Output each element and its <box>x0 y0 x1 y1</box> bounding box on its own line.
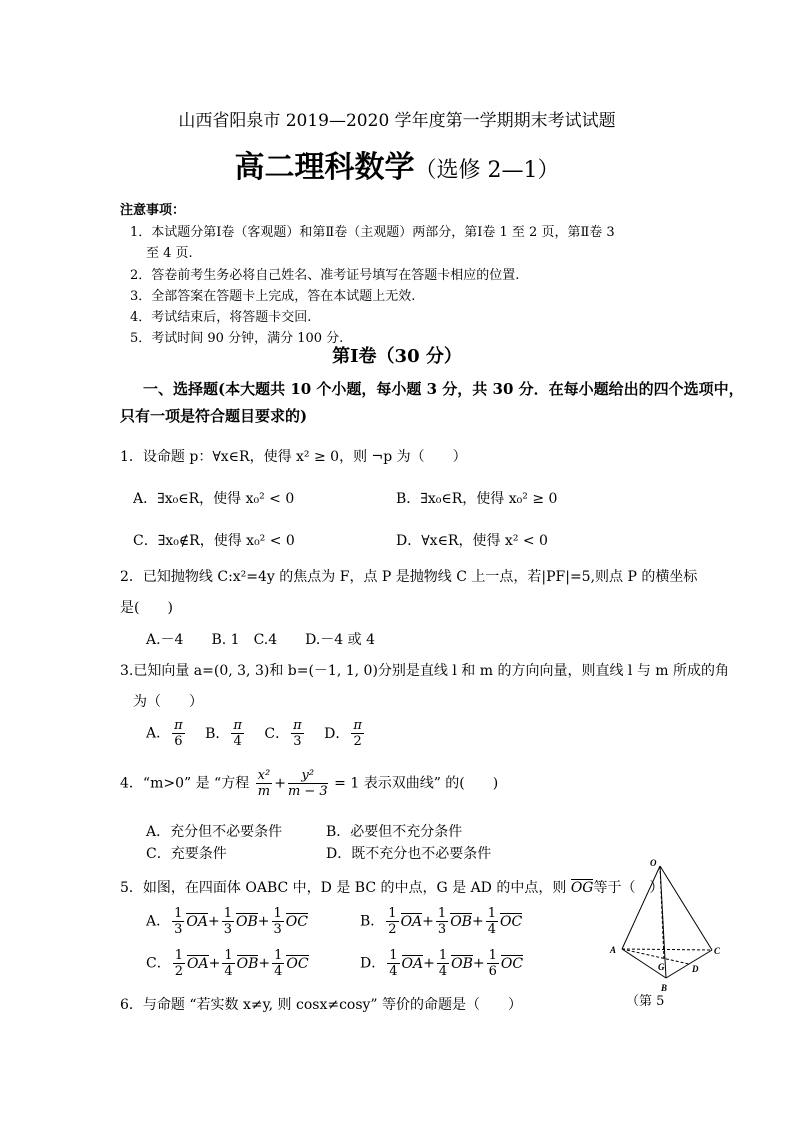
q1-option-d: D．∀x∈R，使得 x² < 0 <box>396 533 548 549</box>
q1-option-b: B．∃x₀∈R，使得 x₀² ≥ 0 <box>396 491 558 507</box>
q5-option-d-label: D． <box>360 955 386 972</box>
note-1-cont: 至 4 页. <box>146 246 193 261</box>
note-2: 2．答卷前考生务必将自己姓名、准考证号填写在答题卡相应的位置. <box>130 268 520 283</box>
q3-option-a-frac: $\frac{\pi}{6}$ <box>174 718 183 749</box>
q3-option-d-frac: $\frac{\pi}{2}$ <box>353 718 362 749</box>
q5-option-a-label: A． <box>146 913 171 930</box>
q3-stem: 3.已知向量 a=(0, 3, 3)和 b=(－1, 1, 0)分别是直线 l 和 m 的方向向量，则直线 l 与 m 所成的角 <box>120 663 730 679</box>
note-4: 4．考试结束后，将答题卡交回. <box>130 310 312 325</box>
q5-option-c: C． $\frac{1}{2}$ OA+ $\frac{1}{4}$ OB+ $\frac{1}{4}$ OC <box>146 948 309 979</box>
q5-stem-text: 5．如图，在四面体 OABC 中，D 是 BC 的中点，G 是 AD 的中点，则 <box>120 880 567 896</box>
q2-stem-cont: 是( ) <box>120 600 173 616</box>
q4-option-c: C．充要条件 <box>146 846 227 862</box>
q1-option-a: A．∃x₀∈R，使得 x₀² < 0 <box>133 491 295 507</box>
q5-option-b: B． $\frac{1}{2}$ OA+ $\frac{1}{3}$ OB+ $\frac{1}{4}$ OC <box>360 906 523 937</box>
note-3: 3．全部答案在答题卡上完成，答在本试题上无效. <box>130 289 416 304</box>
q4-fraction-y: $\frac{\text{y²}}{m - 3}$ <box>287 768 328 799</box>
q2-stem: 2．已知抛物线 C:x²=4y 的焦点为 F，点 P 是抛物线 C 上一点，若|PF|=5,则点 P 的横坐标 <box>120 569 698 585</box>
q3-stem-cont: 为（ ） <box>133 694 203 710</box>
q3-option-a-label: A． <box>146 725 171 742</box>
q5-stem <box>120 877 663 897</box>
q4-option-a: A．充分但不必要条件 <box>146 824 283 840</box>
q4-stem-post: = 1 表示双曲线” 的( ) <box>334 775 499 792</box>
q4-stem <box>120 768 498 799</box>
q4-stem-pre: 4．“m>0” 是 “方程 <box>120 775 250 792</box>
q3-option-c-label: C． <box>264 725 290 742</box>
section-title: 第Ⅰ卷（30 分） <box>332 346 462 367</box>
title-sub: （选修 2—1） <box>414 158 560 183</box>
fig-label-d: D <box>692 964 699 974</box>
note-1: 1．本试题分第Ⅰ卷（客观题）和第Ⅱ卷（主观题）两部分，第Ⅰ卷 1 至 2 页，第Ⅱ卷 3 <box>130 225 615 240</box>
fig-label-o: O <box>650 858 657 868</box>
q5-stem-end: 等于（ ） <box>593 880 664 896</box>
part-instruction-line2: 只有一项是符合题目要求的) <box>120 407 308 425</box>
q4-option-d: D．既不充分也不必要条件 <box>326 846 492 862</box>
q4-plus: + <box>274 775 286 792</box>
q5-vector-og: OG <box>570 880 594 896</box>
q1-stem: 1．设命题 p：∀x∈R，使得 x² ≥ 0，则 ¬p 为（ ） <box>120 449 467 465</box>
fig-label-c: C <box>714 946 721 956</box>
q3-option-d-label: D． <box>324 725 350 742</box>
part-instruction-line1: 一、选择题(本大题共 10 个小题，每小题 3 分，共 30 分．在每小题给出的四个选项中， <box>143 380 744 398</box>
q5-option-d: D． $\frac{1}{4}$ OA+ $\frac{1}{4}$ OB+ $\frac{1}{6}$ OC <box>360 948 524 979</box>
figure-caption: （第 5 <box>626 994 665 1009</box>
fig-label-b: B <box>661 983 668 993</box>
q5-option-b-label: B． <box>360 913 385 930</box>
q3-options <box>146 718 366 749</box>
q1-option-c: C．∃x₀∉R，使得 x₀² < 0 <box>133 533 295 549</box>
fig-label-a: A <box>610 945 617 955</box>
exam-header: 山西省阳泉市 2019—2020 学年度第一学期期末考试试题 <box>178 111 616 131</box>
note-5: 5．考试时间 90 分钟，满分 100 分. <box>130 331 344 346</box>
q5-option-c-label: C． <box>146 955 171 972</box>
q5-option-a: A． $\frac{1}{3}$ OA+ $\frac{1}{3}$ OB+ $\frac{1}{3}$ OC <box>146 906 308 937</box>
notes-heading: 注意事项： <box>120 203 186 218</box>
title-main: 高二理科数学 <box>234 150 415 185</box>
q3-option-b-frac: $\frac{\pi}{4}$ <box>233 718 242 749</box>
q4-fraction-x: $\frac{\text{x²}}{m}$ <box>257 768 271 799</box>
q6-stem: 6．与命题 “若实数 x≠y, 则 cosx≠cosy” 等价的命题是（ ） <box>120 997 523 1013</box>
q4-option-b: B．必要但不充分条件 <box>326 824 463 840</box>
tetrahedron-figure <box>600 852 730 1002</box>
q2-options: A.－4 B. 1 C.4 D.－4 或 4 <box>146 632 376 648</box>
q3-option-b-label: B． <box>205 725 230 742</box>
q3-option-c-frac: $\frac{\pi}{3}$ <box>293 718 302 749</box>
exam-title <box>0 142 794 186</box>
fig-label-g: G <box>658 962 665 972</box>
